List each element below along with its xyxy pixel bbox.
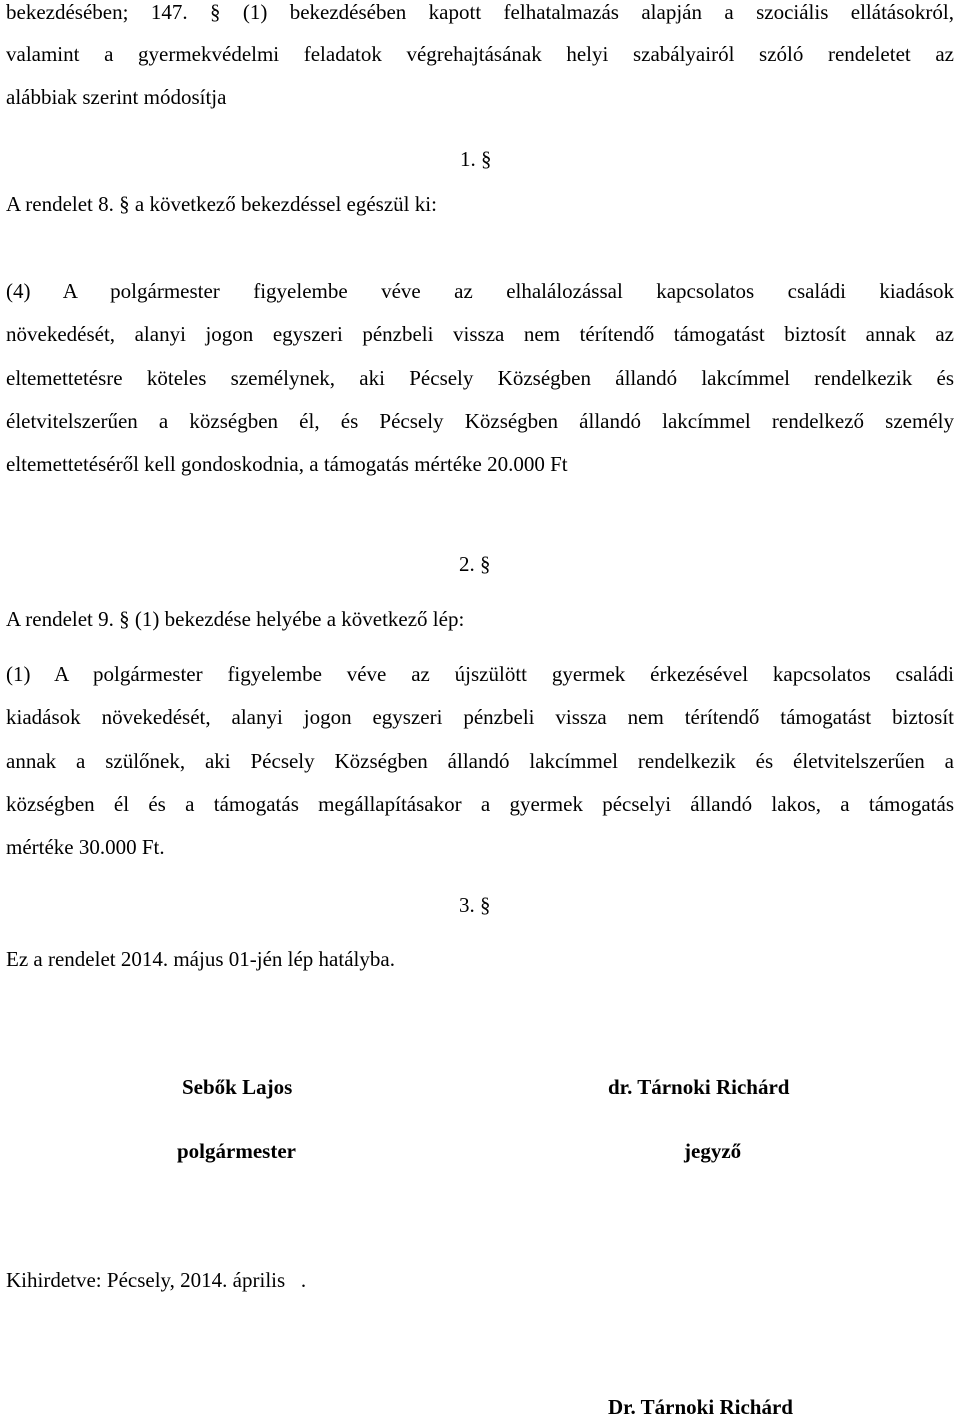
section-2-number: 2. § (459, 552, 491, 576)
section-3-number: 3. § (459, 893, 491, 917)
notary-name: dr. Tárnoki Richárd (608, 1075, 790, 1099)
mayor-name: Sebők Lajos (182, 1075, 293, 1099)
section-2-para-line-5: mértéke 30.000 Ft. (6, 835, 165, 859)
section-1-number: 1. § (460, 147, 492, 171)
section-2-para-line-2: kiadások növekedését, alanyi jogon egyszeri pénzbeli vissza nem térítendő támogatást biztosít (6, 705, 954, 729)
section-1-para-line-1: (4) A polgármester figyelembe véve az elhalálozással kapcsolatos családi kiadások (6, 279, 954, 303)
intro-line-1: bekezdésében; 147. § (1) bekezdésében kapott felhatalmazás alapján a szociális ellátásokról, (6, 0, 954, 24)
intro-line-2: valamint a gyermekvédelmi feladatok végrehajtásának helyi szabályairól szóló rendeletet az (6, 42, 954, 66)
mayor-title: polgármester (177, 1139, 296, 1163)
section-2-para-line-3: annak a szülőnek, aki Pécsely Községben állandó lakcímmel rendelkezik és életvitelszerűen a (6, 749, 954, 773)
section-1-para-line-3: eltemettetésre köteles személynek, aki Pécsely Községben állandó lakcímmel rendelkezik és (6, 366, 954, 390)
notary-title: jegyző (684, 1139, 742, 1163)
section-2-lead: A rendelet 9. § (1) bekezdése helyébe a következő lép: (6, 607, 465, 631)
section-1-para-line-2: növekedését, alanyi jogon egyszeri pénzbeli vissza nem térítendő támogatást biztosít annak az (6, 322, 954, 346)
final-signature: Dr. Tárnoki Richárd (608, 1395, 793, 1419)
section-3-text: Ez a rendelet 2014. május 01-jén lép hatályba. (6, 947, 395, 971)
section-2-para-line-1: (1) A polgármester figyelembe véve az újszülött gyermek érkezésével kapcsolatos családi (6, 662, 954, 686)
section-1-lead: A rendelet 8. § a következő bekezdéssel egészül ki: (6, 192, 437, 216)
section-1-para-line-4: életvitelszerűen a községben él, és Pécsely Községben állandó lakcímmel rendelkező személy (6, 409, 954, 433)
intro-line-3: alábbiak szerint módosítja (6, 85, 227, 109)
promulgation: Kihirdetve: Pécsely, 2014. április . (6, 1268, 307, 1292)
section-1-para-line-5: eltemettetéséről kell gondoskodnia, a támogatás mértéke 20.000 Ft (6, 452, 568, 476)
section-2-para-line-4: községben él és a támogatás megállapításakor a gyermek pécselyi állandó lakos, a támogatás (6, 792, 954, 816)
